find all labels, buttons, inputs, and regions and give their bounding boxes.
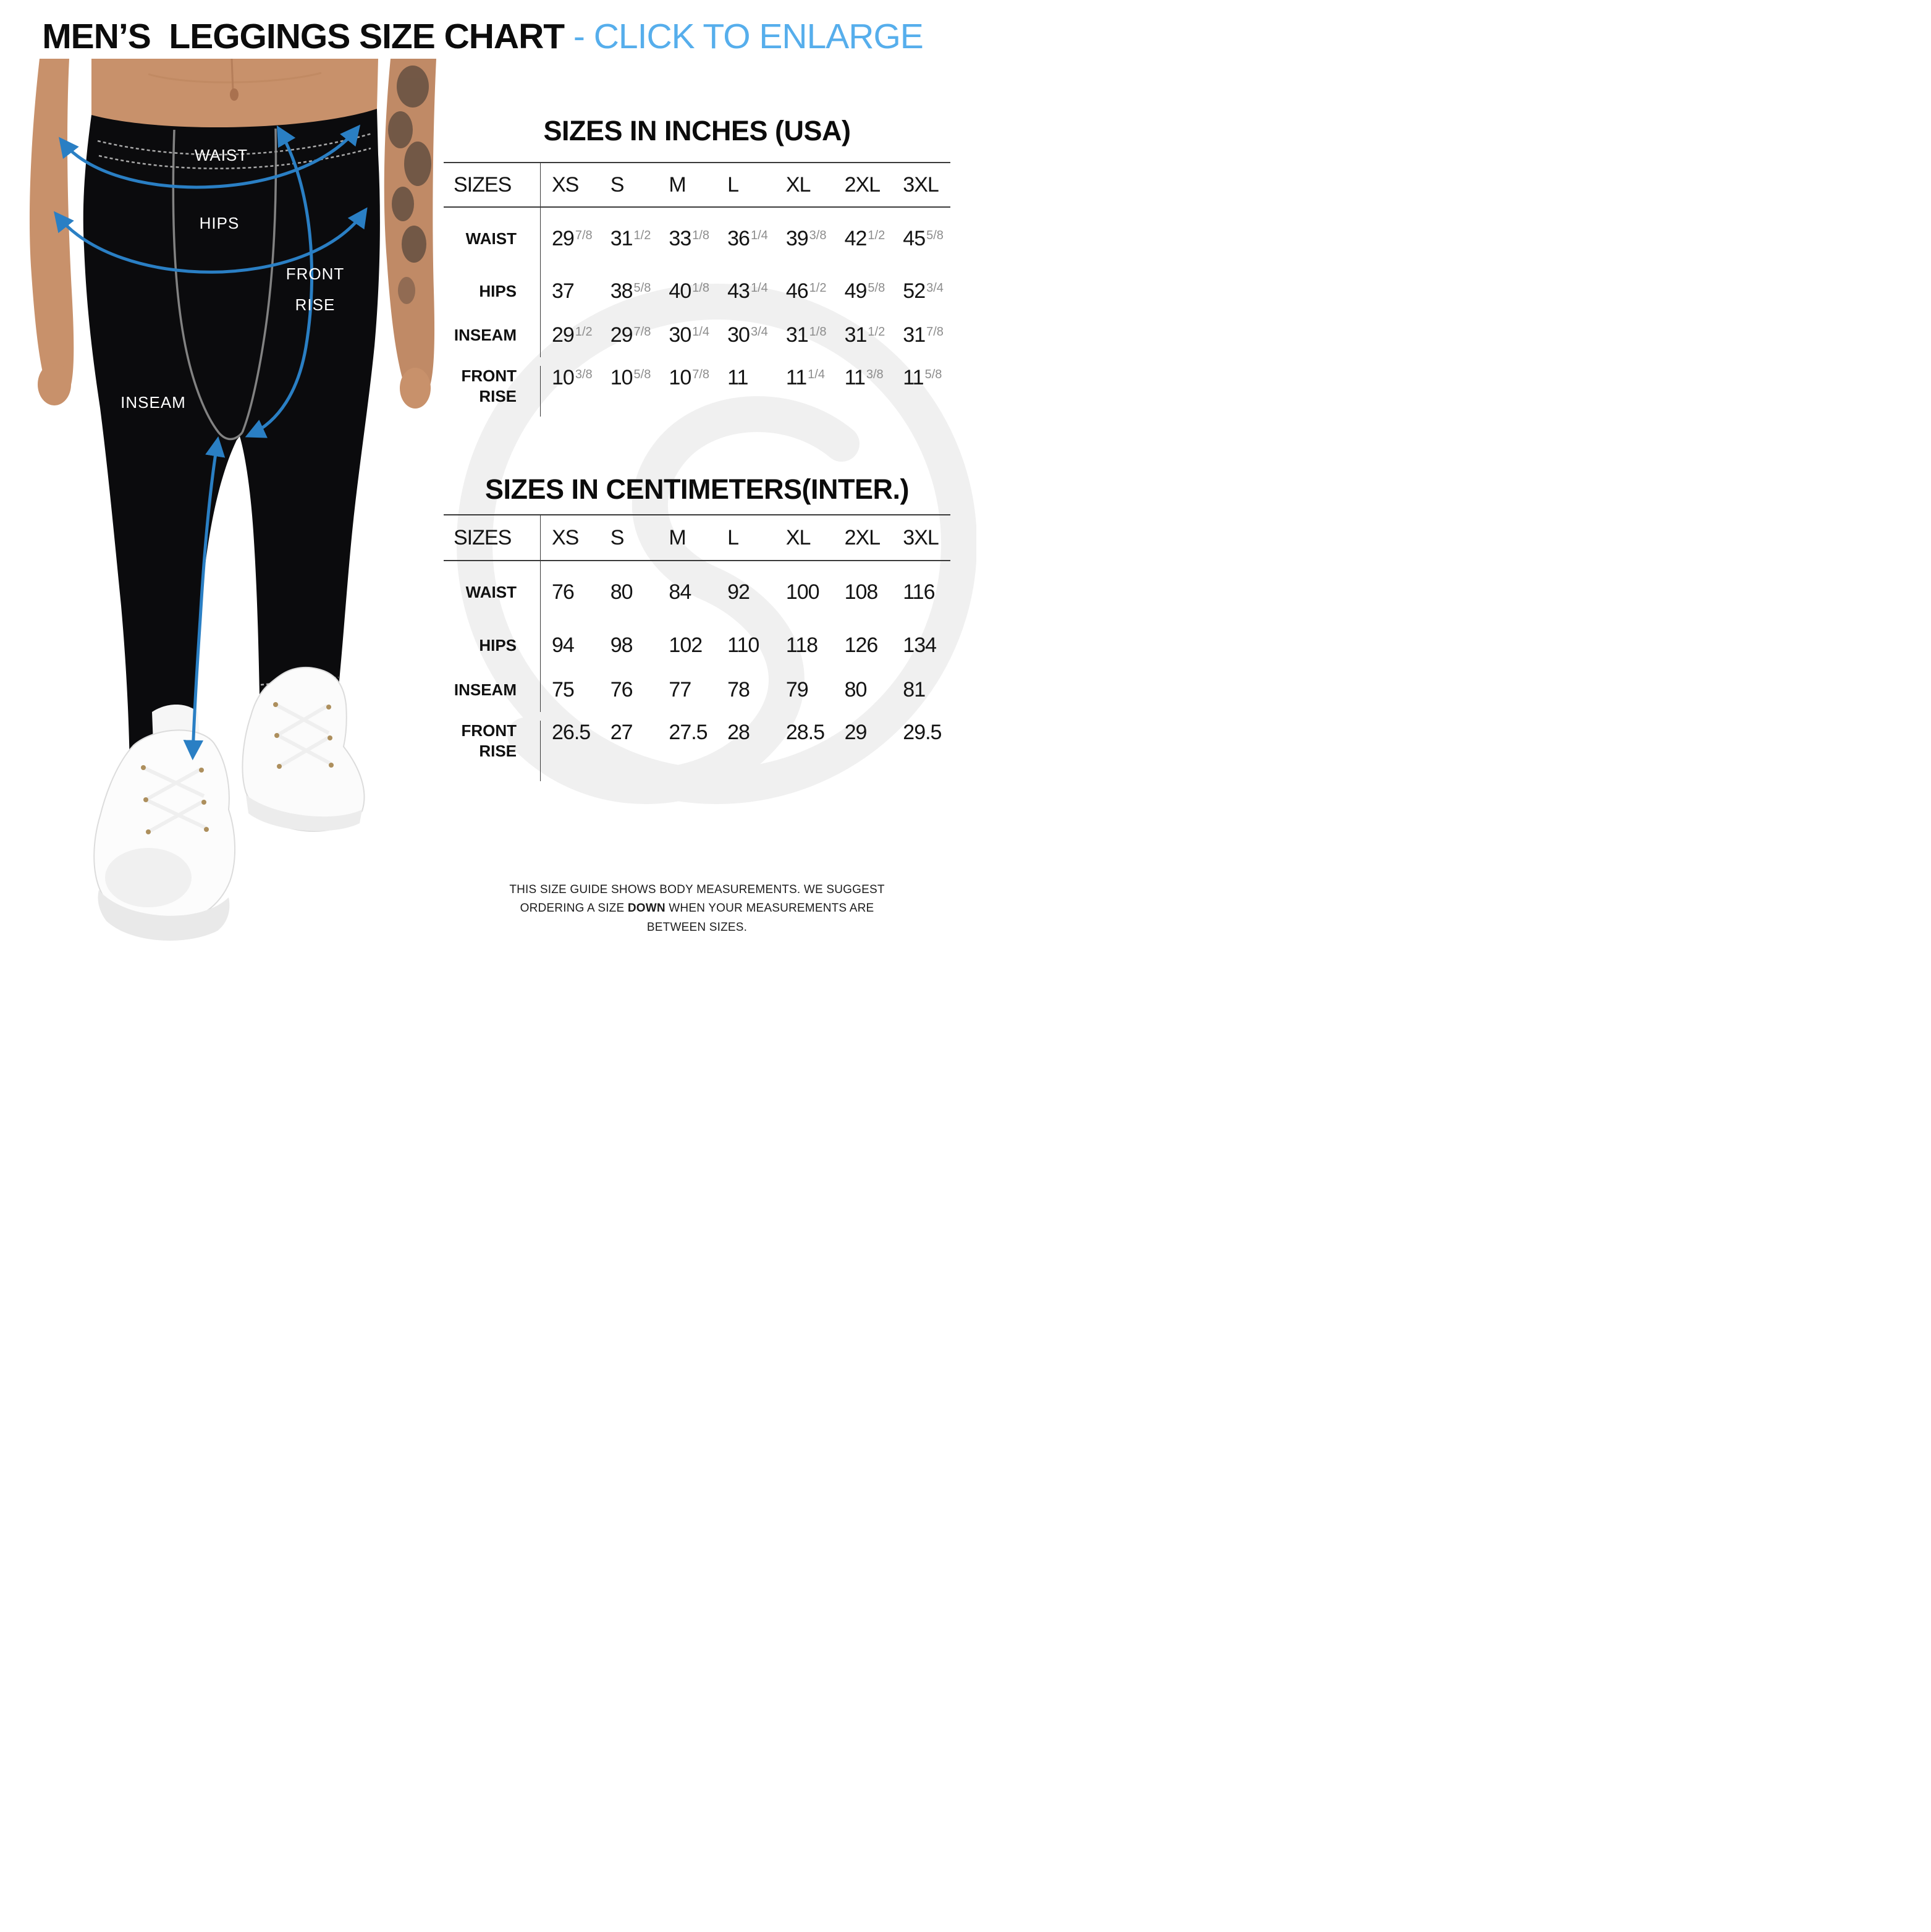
size-column-header: M bbox=[669, 525, 686, 549]
value-fraction: 1/2 bbox=[575, 324, 593, 339]
value-whole: 42 bbox=[844, 226, 867, 250]
value-whole: 126 bbox=[844, 633, 878, 657]
size-value-cell bbox=[716, 323, 775, 347]
value-fraction: 5/8 bbox=[926, 228, 944, 242]
disclaimer-note bbox=[499, 881, 895, 937]
table-header-row bbox=[444, 514, 950, 561]
value-whole: 30 bbox=[727, 323, 750, 347]
size-chart-infographic[interactable] bbox=[0, 0, 965, 966]
size-value-cell bbox=[834, 633, 892, 658]
value-fraction: 3/8 bbox=[866, 368, 884, 381]
figure-label-front: FRONT bbox=[285, 265, 345, 283]
value-whole: 81 bbox=[903, 677, 926, 701]
centimeters-size-table bbox=[444, 514, 950, 781]
value-whole: 11 bbox=[844, 366, 865, 389]
size-value-cell bbox=[892, 633, 950, 658]
value-whole: 29 bbox=[552, 323, 574, 347]
value-whole: 116 bbox=[903, 580, 935, 604]
leggings bbox=[83, 109, 380, 766]
disclaimer-bold-word: DOWN bbox=[627, 902, 665, 915]
figure-label-rise: RISE bbox=[295, 295, 336, 314]
value-fraction: 1/2 bbox=[868, 228, 885, 242]
size-value-cell bbox=[541, 633, 599, 658]
value-fraction: 5/8 bbox=[924, 368, 942, 381]
inches-table-title: SIZES IN INCHES (USA) bbox=[543, 115, 851, 146]
value-whole: 27.5 bbox=[669, 721, 708, 744]
size-value-cell bbox=[541, 366, 599, 390]
table-row bbox=[444, 269, 950, 313]
size-value-cell bbox=[716, 279, 775, 303]
value-fraction: 7/8 bbox=[926, 324, 944, 339]
size-value-cell bbox=[599, 721, 658, 745]
measurement-row-label: HIPS bbox=[444, 623, 541, 667]
value-whole: 29 bbox=[610, 323, 633, 347]
value-whole: 118 bbox=[785, 633, 818, 657]
value-whole: 30 bbox=[669, 323, 691, 347]
value-whole: 52 bbox=[903, 279, 926, 303]
value-fraction: 7/8 bbox=[633, 324, 651, 339]
value-whole: 110 bbox=[727, 633, 759, 657]
size-column-header: M bbox=[669, 172, 686, 197]
value-whole: 31 bbox=[844, 323, 867, 347]
value-whole: 29 bbox=[844, 721, 867, 744]
value-fraction: 3/8 bbox=[809, 228, 827, 242]
value-fraction: 7/8 bbox=[575, 228, 593, 242]
size-value-cell bbox=[657, 227, 716, 251]
size-value-cell bbox=[657, 580, 716, 604]
value-fraction: 1/8 bbox=[692, 281, 710, 295]
value-whole: 80 bbox=[610, 580, 633, 604]
value-whole: 49 bbox=[844, 279, 867, 303]
size-value-cell bbox=[834, 580, 892, 604]
value-whole: 31 bbox=[610, 226, 633, 250]
centimeters-table-title: SIZES IN CENTIMETERS(INTER.) bbox=[484, 473, 910, 505]
figure-label-inseam: INSEAM bbox=[120, 393, 186, 412]
figure-label-hips: HIPS bbox=[199, 214, 240, 232]
size-value-cell bbox=[599, 366, 658, 390]
value-whole: 78 bbox=[727, 677, 750, 701]
size-value-cell bbox=[657, 366, 716, 390]
size-column-header: XS bbox=[552, 525, 579, 549]
value-whole: 45 bbox=[903, 226, 926, 250]
measurement-row-label: FRONT RISE bbox=[444, 721, 541, 781]
table-header-row bbox=[444, 162, 950, 208]
size-tables-panel bbox=[433, 74, 964, 964]
table-body bbox=[444, 561, 950, 781]
size-value-cell bbox=[541, 721, 599, 745]
disclaimer-part1: THIS SIZE GUIDE SHOWS BODY MEASUREMENTS. WE SUGGEST ORDERING A SIZE bbox=[509, 883, 885, 915]
size-value-cell bbox=[657, 721, 716, 745]
sizes-header-label: SIZES bbox=[444, 163, 541, 206]
size-value-cell bbox=[775, 227, 834, 251]
sizes-header-label: SIZES bbox=[444, 515, 541, 560]
size-value-cell bbox=[775, 721, 834, 745]
size-value-cell bbox=[834, 279, 892, 303]
size-value-cell bbox=[599, 633, 658, 658]
table-row bbox=[444, 313, 950, 357]
value-fraction: 1/4 bbox=[692, 324, 710, 339]
size-column-header: 3XL bbox=[903, 172, 939, 197]
value-whole: 28.5 bbox=[785, 721, 825, 744]
size-value-cell bbox=[657, 678, 716, 702]
value-fraction: 1/8 bbox=[692, 228, 710, 242]
figure-label-waist: WAIST bbox=[194, 146, 248, 164]
table-row bbox=[444, 561, 950, 623]
value-whole: 40 bbox=[669, 279, 691, 303]
size-value-cell bbox=[541, 580, 599, 604]
value-whole: 29.5 bbox=[903, 721, 942, 744]
value-whole: 43 bbox=[727, 279, 750, 303]
measurement-row-label: WAIST bbox=[444, 561, 541, 623]
size-value-cell bbox=[834, 366, 892, 390]
value-whole: 77 bbox=[669, 677, 691, 701]
size-column-header: 2XL bbox=[844, 172, 881, 197]
value-whole: 108 bbox=[844, 580, 878, 604]
value-whole: 26.5 bbox=[552, 721, 591, 744]
value-fraction: 3/4 bbox=[750, 324, 768, 339]
disclaimer-part2: WHEN YOUR MEASUREMENTS ARE BETWEEN SIZES. bbox=[646, 902, 874, 934]
size-value-cell bbox=[541, 323, 599, 347]
value-whole: 76 bbox=[552, 580, 574, 604]
size-value-cell bbox=[775, 279, 834, 303]
size-value-cell bbox=[834, 721, 892, 745]
size-column-header: XL bbox=[785, 172, 811, 197]
value-fraction: 1/2 bbox=[633, 228, 651, 242]
table-row bbox=[444, 623, 950, 667]
table-body bbox=[444, 208, 950, 417]
measurement-row-label: HIPS bbox=[444, 269, 541, 313]
click-to-enlarge-link[interactable]: - CLICK TO ENLARGE bbox=[573, 17, 923, 56]
value-whole: 76 bbox=[610, 677, 633, 701]
model-photo[interactable] bbox=[0, 0, 445, 966]
size-value-cell bbox=[834, 323, 892, 347]
measurement-row-label: WAIST bbox=[444, 208, 541, 269]
value-whole: 27 bbox=[610, 721, 633, 744]
value-fraction: 1/8 bbox=[809, 324, 827, 339]
size-value-cell bbox=[892, 227, 950, 251]
value-fraction: 3/4 bbox=[926, 281, 944, 295]
value-fraction: 7/8 bbox=[692, 368, 710, 381]
size-value-cell bbox=[892, 366, 950, 390]
size-value-cell bbox=[775, 633, 834, 658]
size-value-cell bbox=[541, 227, 599, 251]
value-fraction: 5/8 bbox=[868, 281, 885, 295]
size-value-cell bbox=[599, 580, 658, 604]
measurement-row-label: FRONT RISE bbox=[444, 366, 541, 417]
value-whole: 94 bbox=[552, 633, 574, 657]
value-whole: 75 bbox=[552, 677, 574, 701]
value-fraction: 1/4 bbox=[750, 228, 768, 242]
measurement-row-label: INSEAM bbox=[444, 313, 541, 357]
size-column-header: S bbox=[610, 172, 624, 197]
value-whole: 10 bbox=[552, 366, 574, 389]
value-fraction: 1/2 bbox=[868, 324, 885, 339]
size-value-cell bbox=[892, 323, 950, 347]
value-whole: 33 bbox=[669, 226, 691, 250]
page-title-black: MEN’S LEGGINGS SIZE CHART bbox=[42, 17, 573, 56]
size-value-cell bbox=[657, 279, 716, 303]
measurement-row-label: INSEAM bbox=[444, 667, 541, 712]
size-column-header: S bbox=[610, 525, 624, 549]
size-value-cell bbox=[834, 678, 892, 702]
size-value-cell bbox=[541, 279, 599, 303]
table-row bbox=[444, 208, 950, 269]
size-value-cell bbox=[657, 323, 716, 347]
table-row bbox=[444, 667, 950, 712]
value-whole: 102 bbox=[669, 633, 703, 657]
value-fraction: 1/2 bbox=[809, 281, 827, 295]
value-whole: 31 bbox=[903, 323, 926, 347]
value-whole: 39 bbox=[785, 226, 808, 250]
value-whole: 92 bbox=[727, 580, 750, 604]
size-value-cell bbox=[657, 633, 716, 658]
value-fraction: 3/8 bbox=[575, 368, 593, 381]
left-shoe bbox=[94, 705, 235, 941]
size-column-header: 2XL bbox=[844, 525, 881, 549]
size-value-cell bbox=[716, 678, 775, 702]
size-column-header: XL bbox=[785, 525, 811, 549]
size-value-cell bbox=[775, 678, 834, 702]
value-whole: 46 bbox=[785, 279, 808, 303]
size-value-cell bbox=[716, 227, 775, 251]
size-column-header: 3XL bbox=[903, 525, 939, 549]
size-value-cell bbox=[892, 678, 950, 702]
value-whole: 11 bbox=[903, 366, 924, 389]
size-value-cell bbox=[834, 227, 892, 251]
value-whole: 11 bbox=[785, 366, 807, 389]
value-fraction: 1/4 bbox=[750, 281, 768, 295]
size-value-cell bbox=[775, 366, 834, 390]
model-illustration bbox=[0, 0, 445, 966]
value-whole: 11 bbox=[727, 366, 748, 389]
size-column-header: L bbox=[727, 525, 739, 549]
value-whole: 84 bbox=[669, 580, 691, 604]
size-value-cell bbox=[775, 580, 834, 604]
size-column-header: XS bbox=[552, 172, 579, 197]
size-value-cell bbox=[716, 580, 775, 604]
size-value-cell bbox=[892, 580, 950, 604]
size-value-cell bbox=[599, 678, 658, 702]
value-whole: 79 bbox=[785, 677, 808, 701]
size-value-cell bbox=[892, 279, 950, 303]
size-value-cell bbox=[541, 678, 599, 702]
table-row bbox=[444, 357, 950, 417]
value-whole: 80 bbox=[844, 677, 867, 701]
value-whole: 29 bbox=[552, 226, 574, 250]
value-whole: 37 bbox=[552, 279, 574, 303]
value-whole: 31 bbox=[785, 323, 808, 347]
inches-size-table bbox=[444, 162, 950, 417]
value-fraction: 5/8 bbox=[633, 281, 651, 295]
size-value-cell bbox=[716, 366, 775, 390]
value-whole: 100 bbox=[785, 580, 819, 604]
value-whole: 28 bbox=[727, 721, 750, 744]
size-value-cell bbox=[599, 227, 658, 251]
value-fraction: 1/4 bbox=[808, 368, 825, 381]
size-value-cell bbox=[892, 721, 950, 745]
size-value-cell bbox=[599, 323, 658, 347]
table-row bbox=[444, 712, 950, 781]
value-whole: 134 bbox=[903, 633, 937, 657]
value-whole: 10 bbox=[610, 366, 633, 389]
size-column-header: L bbox=[727, 172, 739, 197]
left-arm bbox=[30, 59, 74, 398]
size-value-cell bbox=[716, 633, 775, 658]
size-value-cell bbox=[599, 279, 658, 303]
value-whole: 10 bbox=[669, 366, 691, 389]
value-whole: 36 bbox=[727, 226, 750, 250]
value-fraction: 5/8 bbox=[633, 368, 651, 381]
size-value-cell bbox=[716, 721, 775, 745]
size-value-cell bbox=[775, 323, 834, 347]
value-whole: 38 bbox=[610, 279, 633, 303]
value-whole: 98 bbox=[610, 633, 633, 657]
